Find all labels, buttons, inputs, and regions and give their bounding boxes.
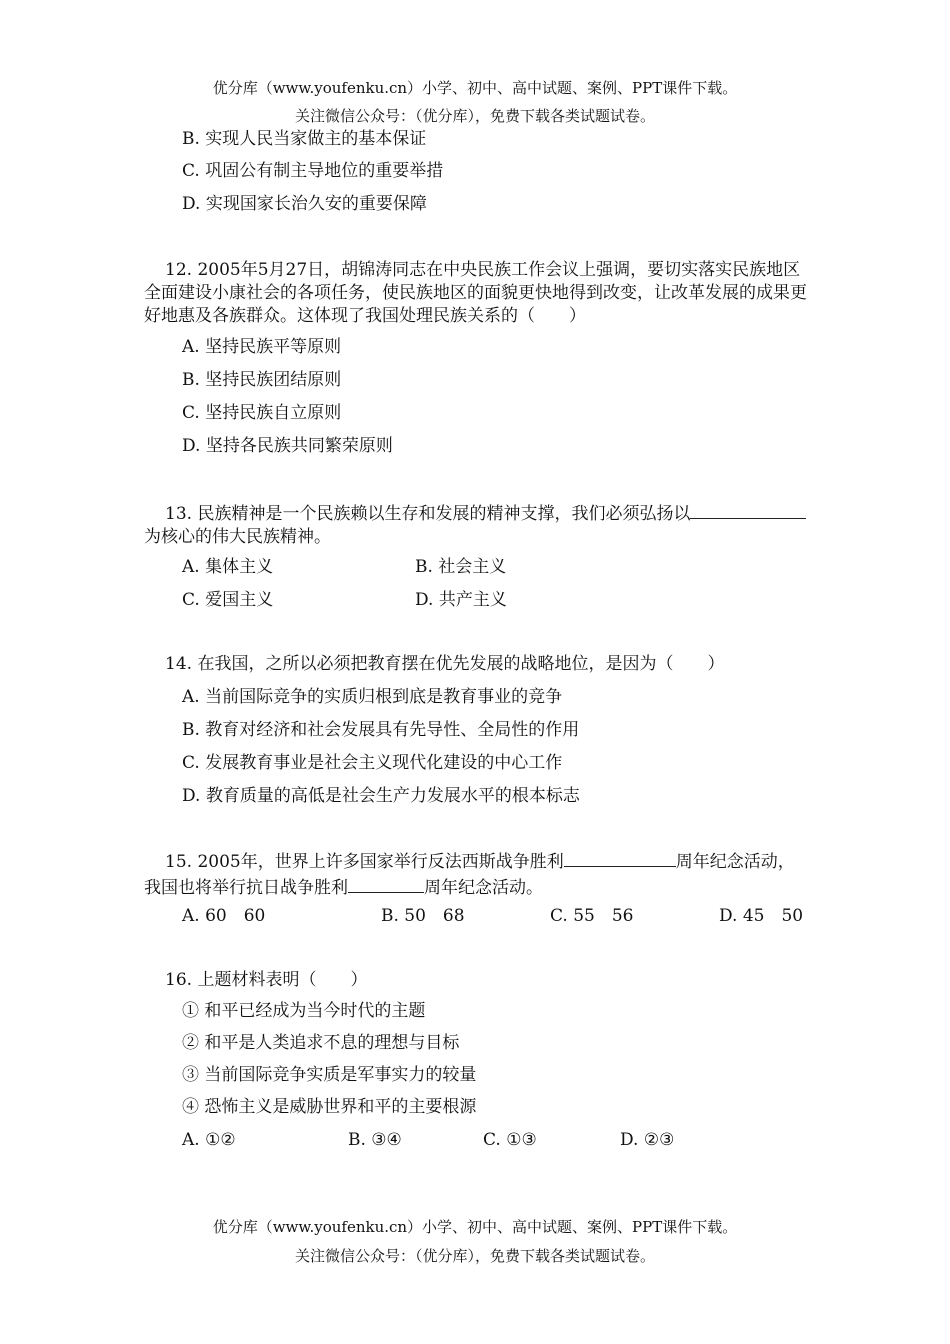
q15-option-b: B. 50 68 [381,906,465,926]
q15-stem-part-2: 周年纪念活动，我国也将举行抗日战争胜利 [144,852,795,898]
q16-option-d: D. ②③ [620,1130,675,1150]
q15-stem [144,848,808,900]
q13-option-c: C. 爱国主义 [182,590,274,610]
q15-option-c: C. 55 56 [550,906,634,926]
q14-option-c: C. 发展教育事业是社会主义现代化建设的中心工作 [182,753,563,773]
q12-option-c: C. 坚持民族自立原则 [182,403,342,423]
q15-stem-part-3: 周年纪念活动。 [424,878,543,898]
header-line-2: 关注微信公众号：（优分库），免费下载各类试题试卷。 [294,107,655,125]
q14-option-b: B. 教育对经济和社会发展具有先导性、全局性的作用 [182,720,580,740]
q15-option-d: D. 45 50 [719,906,804,926]
q15-option-a: A. 60 60 [182,906,266,926]
q14-option-a: A. 当前国际竞争的实质归根到底是教育事业的竞争 [182,687,563,707]
q16-option-b: B. ③④ [348,1130,402,1150]
q13-stem [144,500,808,549]
q13-option-a: A. 集体主义 [182,557,274,577]
q13-option-b: B. 社会主义 [415,557,507,577]
q13-stem-part-1: 13. 民族精神是一个民族赖以生存和发展的精神支撑，我们必须弘扬以 [165,504,691,524]
q13-option-d: D. 共产主义 [415,590,507,610]
q15-blank-2 [348,874,424,893]
q14-stem: 14. 在我国，之所以必须把教育摆在优先发展的战略地位，是因为（ ） [165,654,725,674]
q16-option-a: A. ①② [182,1130,236,1150]
q13-blank [690,500,748,519]
q12-stem: 12. 2005年5月27日，胡锦涛同志在中央民族工作会议上强调，要切实落实民族地区全面建设小康社会的各项任务，使民族地区的面貌更快地得到改变，让改革发展的成果更好地惠及各族群众。这体现了我国处理民族关系的（ ） [144,260,807,326]
q16-item-2: ② 和平是人类追求不息的理想与目标 [182,1033,460,1053]
q12-option-d: D. 坚持各民族共同繁荣原则 [182,436,393,456]
footer-line-1: 优分库（www.youfenku.cn）小学、初中、高中试题、案例、PPT课件下载。 [212,1218,738,1236]
q15-stem-part-1: 15. 2005年，世界上许多国家举行反法西斯战争胜利 [165,852,564,872]
q13-blank-cont [748,500,806,519]
q11-option-c: C. 巩固公有制主导地位的重要举措 [182,161,444,181]
q12-option-b: B. 坚持民族团结原则 [182,370,342,390]
footer-line-2: 关注微信公众号：（优分库），免费下载各类试题试卷。 [294,1247,655,1265]
q11-option-d: D. 实现国家长治久安的重要保障 [182,194,427,214]
q13-stem-part-2: 为核心的伟大民族精神。 [144,527,331,547]
header-line-1: 优分库（www.youfenku.cn）小学、初中、高中试题、案例、PPT课件下载。 [212,79,738,97]
q16-stem: 16. 上题材料表明（ ） [165,970,368,990]
q15-blank-1 [564,848,676,867]
q16-option-c: C. ①③ [483,1130,537,1150]
q16-item-4: ④ 恐怖主义是威胁世界和平的主要根源 [182,1097,477,1117]
q16-item-1: ① 和平已经成为当今时代的主题 [182,1001,426,1021]
q11-option-b: B. 实现人民当家做主的基本保证 [182,129,427,149]
q16-item-3: ③ 当前国际竞争实质是军事实力的较量 [182,1065,477,1085]
q12-option-a: A. 坚持民族平等原则 [182,337,342,357]
q14-option-d: D. 教育质量的高低是社会生产力发展水平的根本标志 [182,786,580,806]
